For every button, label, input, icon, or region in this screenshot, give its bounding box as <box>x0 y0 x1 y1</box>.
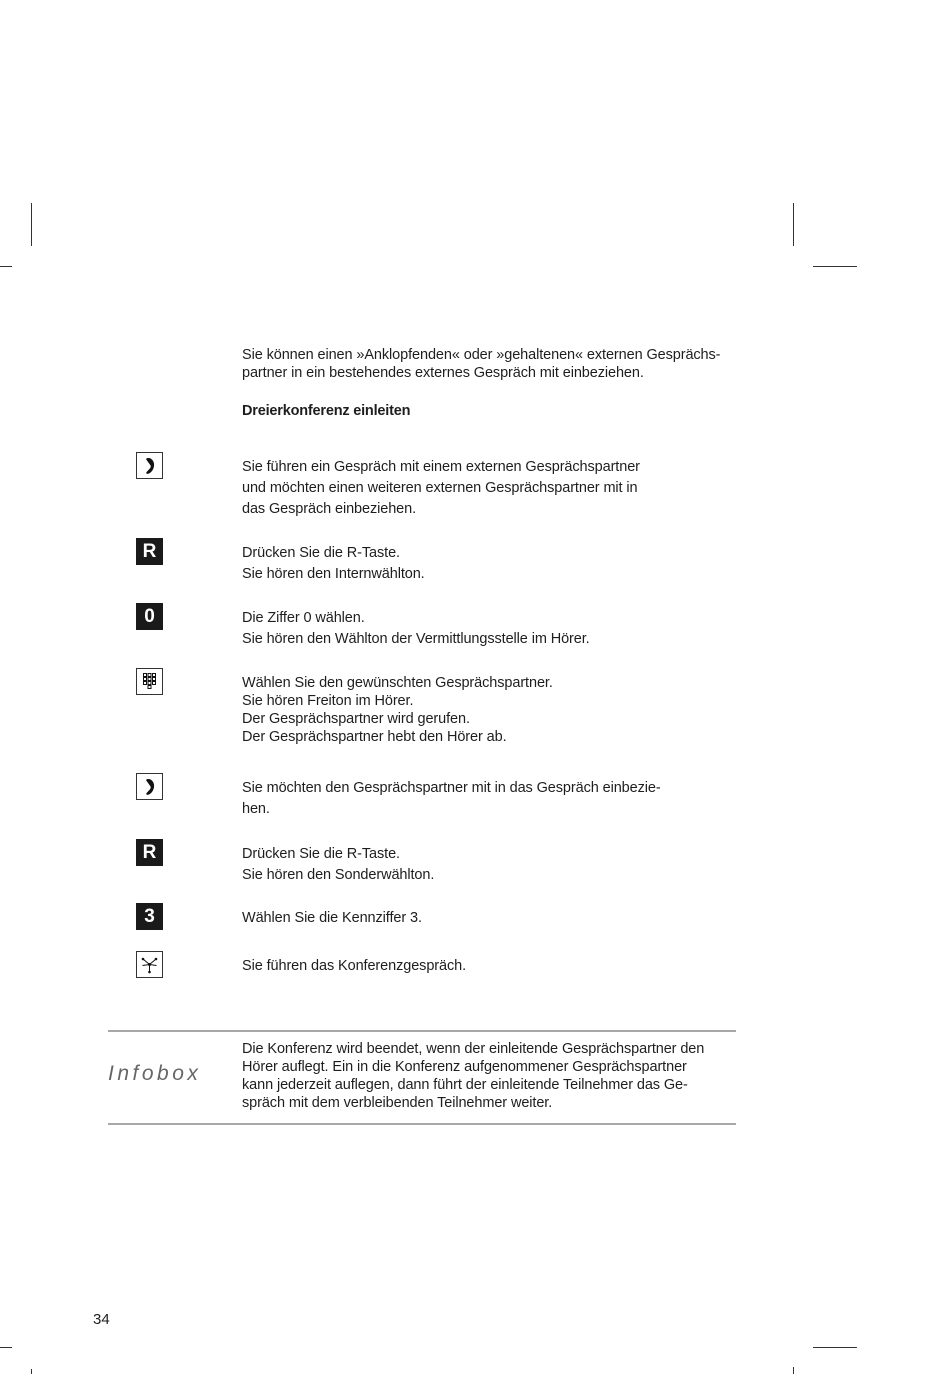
step-text: Wählen Sie die Kennziffer 3. <box>242 910 422 926</box>
crop-mark <box>31 203 32 246</box>
crop-mark <box>793 203 794 246</box>
infobox-text: Die Konferenz wird beendet, wenn der einleitende Gesprächspartner den Hörer auflegt. Ein in die Konferenz aufgenommener Gesprächspartner kann jederzeit auflegen, dann führt der einleitende Teilnehmer das Ge- spräch mit dem verbleibenden Teilnehmer weiter. <box>242 1041 705 1111</box>
crop-mark <box>793 1367 794 1374</box>
three-key-icon <box>136 903 163 930</box>
step-text: Sie führen ein Gespräch mit einem externen Gesprächspartner und möchten einen weiteren externen Gesprächspartner mit in das Gespräch einbeziehen. <box>242 459 640 517</box>
keypad-icon <box>136 668 163 695</box>
infobox-label: Infobox <box>108 1062 202 1085</box>
page-number: 34 <box>93 1311 110 1328</box>
crop-mark <box>0 1347 12 1348</box>
step-text: Sie führen das Konferenzgespräch. <box>242 958 467 974</box>
crop-mark <box>813 266 857 267</box>
step-text: Drücken Sie die R-Taste. Sie hören den Internwählton. <box>242 545 425 582</box>
infobox-top-rule <box>108 1030 736 1032</box>
r-key-icon <box>136 839 163 866</box>
crop-mark <box>0 266 12 267</box>
key-label: R <box>142 841 157 863</box>
step-text: Drücken Sie die R-Taste. Sie hören den Sonderwählton. <box>242 846 435 883</box>
r-key-icon <box>136 538 163 565</box>
infobox-bottom-rule <box>108 1123 736 1125</box>
key-label: R <box>142 540 157 562</box>
key-label: 3 <box>144 905 155 927</box>
section-heading: Dreierkonferenz einleiten <box>242 403 411 419</box>
handset-icon <box>136 773 163 800</box>
step-text: Die Ziffer 0 wählen. Sie hören den Wählton der Vermittlungsstelle im Hörer. <box>242 610 590 647</box>
step-text: Wählen Sie den gewünschten Gesprächspartner. Sie hören Freiton im Hörer. Der Gesprächspartner wird gerufen. Der Gesprächspartner hebt den Hörer ab. <box>242 675 553 745</box>
intro-paragraph: Sie können einen »Anklopfenden« oder »gehaltenen« externen Gesprächs- partner in ein bestehendes externes Gespräch mit einbeziehen. <box>242 347 721 381</box>
crop-mark <box>813 1347 857 1348</box>
handset-icon <box>136 452 163 479</box>
zero-key-icon <box>136 603 163 630</box>
conference-icon <box>136 951 163 978</box>
step-text: Sie möchten den Gesprächspartner mit in das Gespräch einbezie- hen. <box>242 780 661 817</box>
key-label: 0 <box>144 605 155 627</box>
crop-mark <box>31 1369 32 1374</box>
